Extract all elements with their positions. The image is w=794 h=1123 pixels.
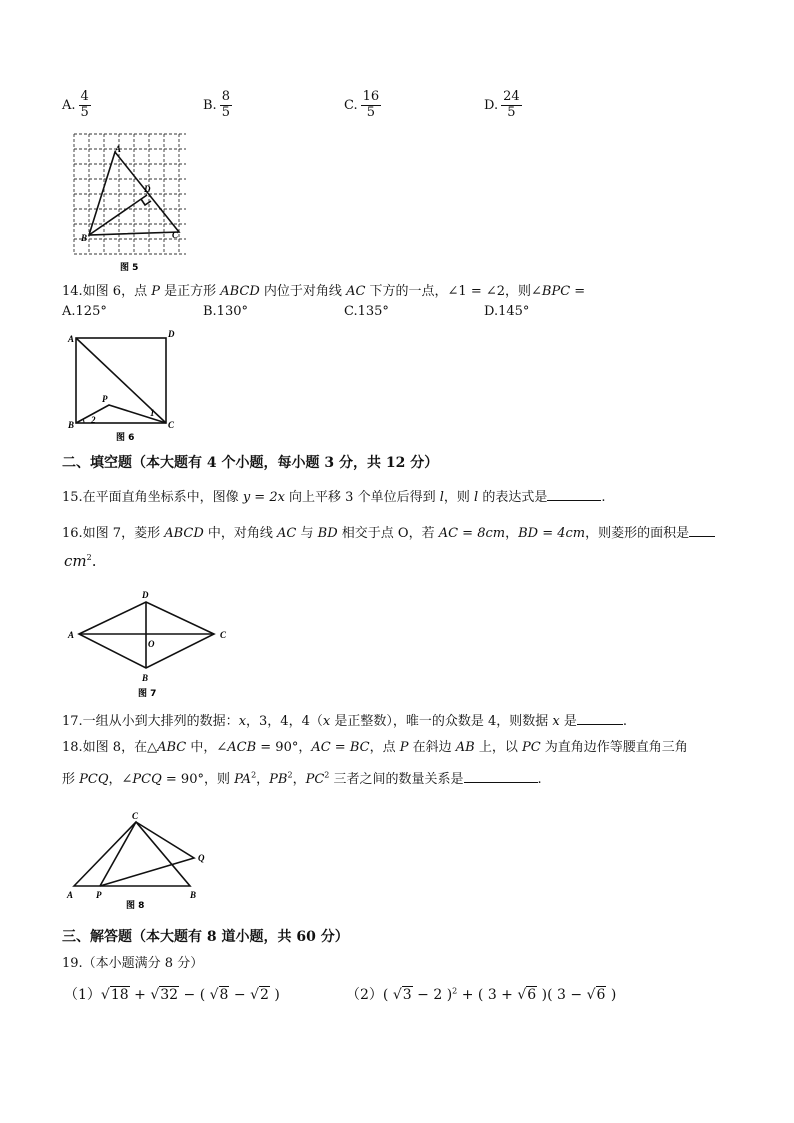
fig6-label-1: 1 xyxy=(150,408,155,418)
text: ， xyxy=(292,772,306,787)
fig7-label-c: C xyxy=(220,630,227,640)
radicand: 18 xyxy=(110,987,129,1003)
radicand: 6 xyxy=(527,987,537,1003)
number: 2 xyxy=(433,987,443,1003)
fig6-caption: 图 6 xyxy=(116,433,135,443)
q15-stem xyxy=(62,486,606,505)
sqrt-icon: √ xyxy=(209,987,219,1003)
fig8-label-p: P xyxy=(96,890,102,900)
text: 中，∠ xyxy=(186,740,228,755)
fig5-label-a: A xyxy=(115,144,122,154)
var: ABC xyxy=(157,740,187,755)
answer-blank[interactable] xyxy=(464,782,538,783)
fig6-label-a: A xyxy=(68,334,75,344)
numerator: 4 xyxy=(80,89,89,104)
var: ACB xyxy=(227,740,257,755)
text: 与 xyxy=(296,526,318,541)
q14-stem xyxy=(62,280,585,299)
number: 3 xyxy=(557,987,566,1003)
fig8-caption: 图 8 xyxy=(126,901,145,911)
sqrt-icon: √ xyxy=(517,987,527,1003)
fig7-label-d: D xyxy=(142,590,149,600)
numerator: 16 xyxy=(362,89,380,104)
figure-6 xyxy=(64,328,184,444)
text: 形 xyxy=(62,772,80,787)
fig6-label-2: 2 xyxy=(91,415,96,425)
sqrt-icon: √ xyxy=(100,987,110,1003)
text: ，点 xyxy=(369,740,400,755)
text: ，3，4，4（ xyxy=(246,714,323,729)
fig6-label-c: C xyxy=(168,420,175,430)
fraction xyxy=(361,90,382,121)
fig7-label-a: A xyxy=(68,630,75,640)
text: . xyxy=(601,490,606,505)
fraction xyxy=(501,90,522,121)
var: BPC xyxy=(541,284,571,299)
text: 是 xyxy=(559,714,577,729)
text: 15.在平面直角坐标系中，图像 xyxy=(62,490,243,505)
q18-stem-line2 xyxy=(62,768,542,787)
fig6-label-p: P xyxy=(102,394,108,404)
superscript: 2 xyxy=(452,986,458,996)
var: PCQ xyxy=(132,772,162,787)
var: x xyxy=(238,714,247,729)
text: 向上平移 3 个单位后得到 xyxy=(284,490,440,505)
option-letter: C. xyxy=(344,97,358,113)
fig7-label-o: O xyxy=(148,639,155,649)
section-2-title: 二、填空题（本大题有 4 个小题，每小题 3 分，共 12 分） xyxy=(62,455,439,471)
q17-stem xyxy=(62,710,627,729)
q19-part-1: （1）√18 + √32 − ( √8 − √2 ) xyxy=(64,987,280,1003)
part-label: （2） xyxy=(346,987,383,1003)
var: PB xyxy=(269,772,288,787)
var: PA xyxy=(234,772,252,787)
fig6-label-b: B xyxy=(68,420,75,430)
q16-stem xyxy=(62,522,715,541)
radicand: 32 xyxy=(160,987,179,1003)
text: = 90°，则 xyxy=(161,772,235,787)
var: AB xyxy=(455,740,475,755)
superscript: 2 xyxy=(287,770,293,780)
radicand: 8 xyxy=(219,987,229,1003)
fig8-label-c: C xyxy=(132,811,139,821)
sqrt-icon: √ xyxy=(586,987,596,1003)
equation: AC = 8cm xyxy=(438,526,506,541)
text: 为直角边作等腰直角三角 xyxy=(540,740,688,755)
figure-5 xyxy=(68,130,192,275)
text: ，则菱形的面积是 xyxy=(585,526,690,541)
text: 中，对角线 xyxy=(203,526,278,541)
sqrt-icon: √ xyxy=(250,987,260,1003)
q18-stem-line1 xyxy=(62,736,688,755)
text: ，则 xyxy=(443,490,475,505)
text: ， xyxy=(505,526,519,541)
var: l xyxy=(474,490,479,505)
number: 3 xyxy=(487,987,497,1003)
text: . xyxy=(537,772,542,787)
text: 上，以 xyxy=(474,740,522,755)
figure-7 xyxy=(64,586,236,702)
var: AC xyxy=(277,526,297,541)
text: 17.一组从小到大排列的数据： xyxy=(62,714,239,729)
var: ABCD xyxy=(164,526,204,541)
superscript: 2 xyxy=(251,770,257,780)
q13-option-b[interactable] xyxy=(203,90,232,121)
equation: BD = 4cm xyxy=(518,526,586,541)
section-3-title: 三、解答题（本大题有 8 道小题，共 60 分） xyxy=(62,929,349,945)
text: 16.如图 7，菱形 xyxy=(62,526,165,541)
option-letter: B. xyxy=(203,97,217,113)
superscript: 2 xyxy=(324,770,330,780)
denominator: 5 xyxy=(507,104,516,120)
fig8-label-b: B xyxy=(190,890,197,900)
fraction xyxy=(220,90,232,121)
fig5-label-c: C xyxy=(172,230,179,240)
var: x xyxy=(322,714,331,729)
text: 内位于对角线 xyxy=(259,284,347,299)
var: P xyxy=(151,284,160,299)
var: ABCD xyxy=(220,284,260,299)
fig8-label-q: Q xyxy=(198,853,205,863)
var: PC xyxy=(521,740,541,755)
var: PC xyxy=(305,772,325,787)
q14-option-c[interactable]: C.135° xyxy=(344,304,389,319)
option-letter: D. xyxy=(484,97,499,113)
sqrt-icon: √ xyxy=(392,987,402,1003)
text: 是正整数），唯一的众数是 4，则数据 xyxy=(330,714,553,729)
text: ， xyxy=(256,772,270,787)
text: 18.如图 8，在△ xyxy=(62,740,158,755)
answer-blank[interactable] xyxy=(577,724,623,725)
option-letter: A. xyxy=(62,97,76,113)
text: 相交于点 O，若 xyxy=(337,526,439,541)
var: x xyxy=(552,714,560,729)
text: = xyxy=(570,284,586,299)
var: BD xyxy=(317,526,338,541)
q14-option-a[interactable]: A.125° xyxy=(62,304,107,319)
superscript: 2 xyxy=(86,553,92,562)
text: 14.如图 6，点 xyxy=(62,284,152,299)
fig7-caption: 图 7 xyxy=(138,689,157,699)
q14-option-b[interactable]: B.130° xyxy=(203,304,248,319)
denominator: 5 xyxy=(366,104,376,120)
var: PCQ xyxy=(79,772,109,787)
text: 的表达式是 xyxy=(478,490,548,505)
part-label: （1） xyxy=(64,987,101,1003)
fig8-label-a: A xyxy=(67,890,74,900)
unit: cm xyxy=(64,552,87,570)
fig6-label-d: D xyxy=(168,329,175,339)
fig7-label-b: B xyxy=(142,673,149,683)
q13-option-c[interactable] xyxy=(344,90,381,121)
q13-option-d[interactable] xyxy=(484,90,522,121)
text: ，∠ xyxy=(108,772,133,787)
var: AC xyxy=(346,284,366,299)
denominator: 5 xyxy=(221,104,230,120)
equation: AC = BC xyxy=(311,740,370,755)
sqrt-icon: √ xyxy=(150,987,160,1003)
text: . xyxy=(91,552,97,570)
denominator: 5 xyxy=(80,104,89,120)
q14-option-d[interactable]: D.145° xyxy=(484,304,530,319)
radicand: 3 xyxy=(402,987,412,1003)
text: 三者之间的数量关系是 xyxy=(329,772,464,787)
q19-part-2: （2）( √3 − 2 )$^2$ + ( 3 + √6 )( 3 − √6 ) xyxy=(346,986,617,1003)
answer-blank[interactable] xyxy=(547,500,601,501)
q16-unit xyxy=(64,552,97,570)
text: 下方的一点，∠1 = ∠2，则∠ xyxy=(365,284,542,299)
numerator: 8 xyxy=(221,89,230,104)
equation: y = 2x xyxy=(242,490,285,505)
numerator: 24 xyxy=(503,89,520,104)
radicand: 6 xyxy=(596,987,606,1003)
answer-blank[interactable] xyxy=(689,536,715,537)
text: . xyxy=(622,714,627,729)
fig5-caption: 图 5 xyxy=(120,263,139,273)
text: = 90°， xyxy=(256,740,312,755)
fig5-label-d: D xyxy=(144,184,151,194)
q13-option-a[interactable] xyxy=(62,90,91,121)
radicand: 2 xyxy=(260,987,269,1003)
q19-title: 19.（本小题满分 8 分） xyxy=(62,956,204,971)
text: 是正方形 xyxy=(159,284,221,299)
fig5-label-b: B xyxy=(81,233,88,243)
fraction xyxy=(79,90,91,121)
figure-8 xyxy=(62,808,222,916)
var: P xyxy=(399,740,409,755)
text: 在斜边 xyxy=(408,740,456,755)
var: l xyxy=(439,490,444,505)
